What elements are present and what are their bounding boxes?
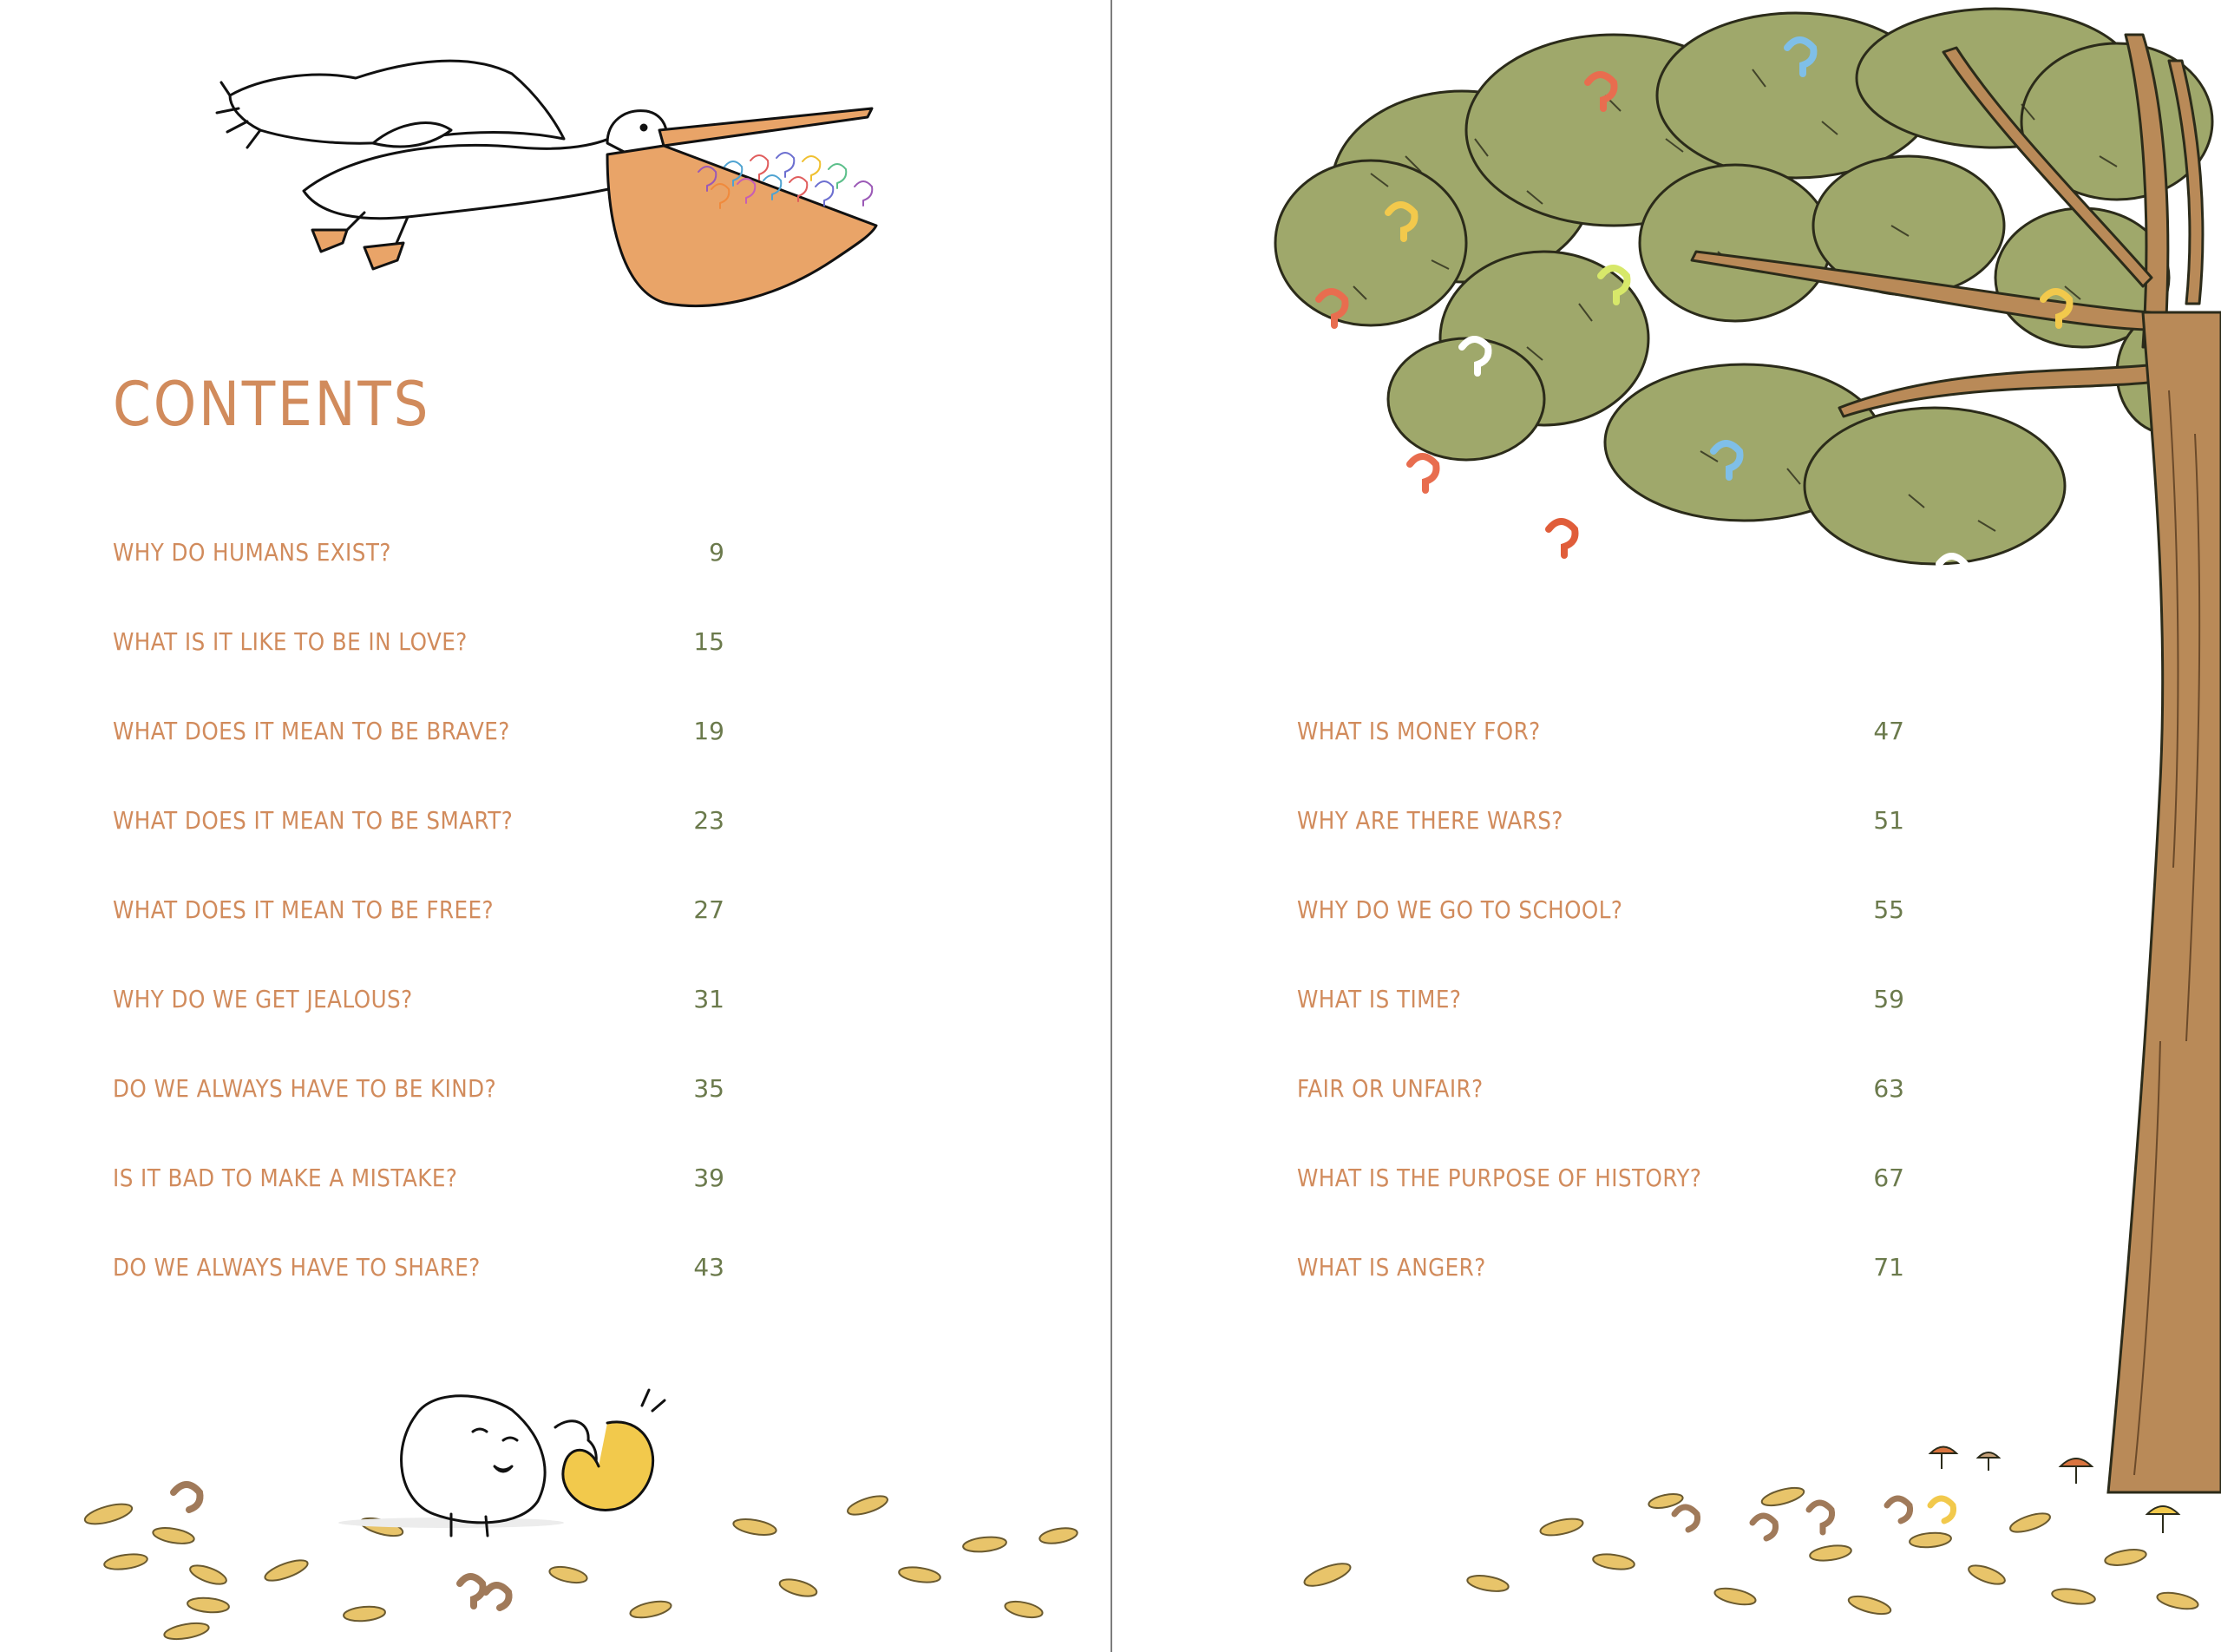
toc-entry-page: 31 [693,985,724,1013]
toc-entry-page: 35 [693,1074,724,1103]
spine-gutter [1110,0,1112,1652]
toc-entry-title: WHY ARE THERE WARS? [1297,806,1563,835]
toc-entry[interactable] [113,538,724,627]
question-mark-icon [1674,1498,1954,1538]
toc-entry-page: 67 [1873,1164,1904,1192]
pelican-icon [217,61,876,305]
toc-entry-title: IS IT BAD TO MAKE A MISTAKE? [113,1164,458,1192]
toc-list-right [1297,717,1904,1342]
toc-entry[interactable] [1297,1164,1904,1253]
toc-entry-title: WHAT IS ANGER? [1297,1253,1486,1282]
toc-entry-title: WHAT DOES IT MEAN TO BE FREE? [113,895,495,924]
toc-entry-title: WHAT IS THE PURPOSE OF HISTORY? [1297,1164,1702,1192]
toc-entry-page: 9 [709,538,724,567]
toc-entry-page: 43 [693,1253,724,1282]
toc-entry-page: 51 [1873,806,1904,835]
leaf-icon [83,1492,1078,1642]
toc-entry[interactable] [113,806,724,895]
toc-entry-page: 71 [1873,1253,1904,1282]
toc-entry[interactable] [113,717,724,806]
toc-entry[interactable] [1297,806,1904,895]
toc-entry-title: WHY DO WE GET JEALOUS? [113,985,413,1013]
toc-entry-page: 55 [1873,895,1904,924]
creature-icon [338,1390,665,1536]
toc-entry-title: WHAT IS IT LIKE TO BE IN LOVE? [113,627,468,656]
toc-entry[interactable] [1297,1074,1904,1164]
toc-entry-title: DO WE ALWAYS HAVE TO SHARE? [113,1253,481,1282]
toc-entry-title: WHAT DOES IT MEAN TO BE BRAVE? [113,717,510,745]
toc-entry[interactable] [113,985,724,1074]
toc-entry[interactable] [113,1074,724,1164]
toc-entry-title: WHAT DOES IT MEAN TO BE SMART? [113,806,514,835]
toc-entry-title: WHAT IS TIME? [1297,985,1462,1013]
toc-entry-title: WHAT IS MONEY FOR? [1297,717,1541,745]
toc-entry[interactable] [1297,717,1904,806]
leaf-icon [1302,1485,2200,1617]
toc-entry-title: WHY DO WE GO TO SCHOOL? [1297,895,1623,924]
toc-entry[interactable] [113,1164,724,1253]
toc-entry-page: 15 [693,627,724,656]
toc-entry-title: FAIR OR UNFAIR? [1297,1074,1484,1103]
toc-entry[interactable] [1297,895,1904,985]
toc-list-left [113,538,724,1342]
toc-entry-page: 39 [693,1164,724,1192]
toc-entry-page: 47 [1873,717,1904,745]
toc-entry[interactable] [113,895,724,985]
toc-entry[interactable] [1297,985,1904,1074]
toc-entry-page: 23 [693,806,724,835]
toc-entry-page: 63 [1873,1074,1904,1103]
toc-entry[interactable] [113,1253,724,1342]
page-title: CONTENTS [113,369,431,440]
toc-entry-title: WHY DO HUMANS EXIST? [113,538,391,567]
toc-entry-page: 59 [1873,985,1904,1013]
toc-entry-page: 27 [693,895,724,924]
toc-entry[interactable] [1297,1253,1904,1342]
toc-entry-title: DO WE ALWAYS HAVE TO BE KIND? [113,1074,497,1103]
toc-entry-page: 19 [693,717,724,745]
toc-entry[interactable] [113,627,724,717]
